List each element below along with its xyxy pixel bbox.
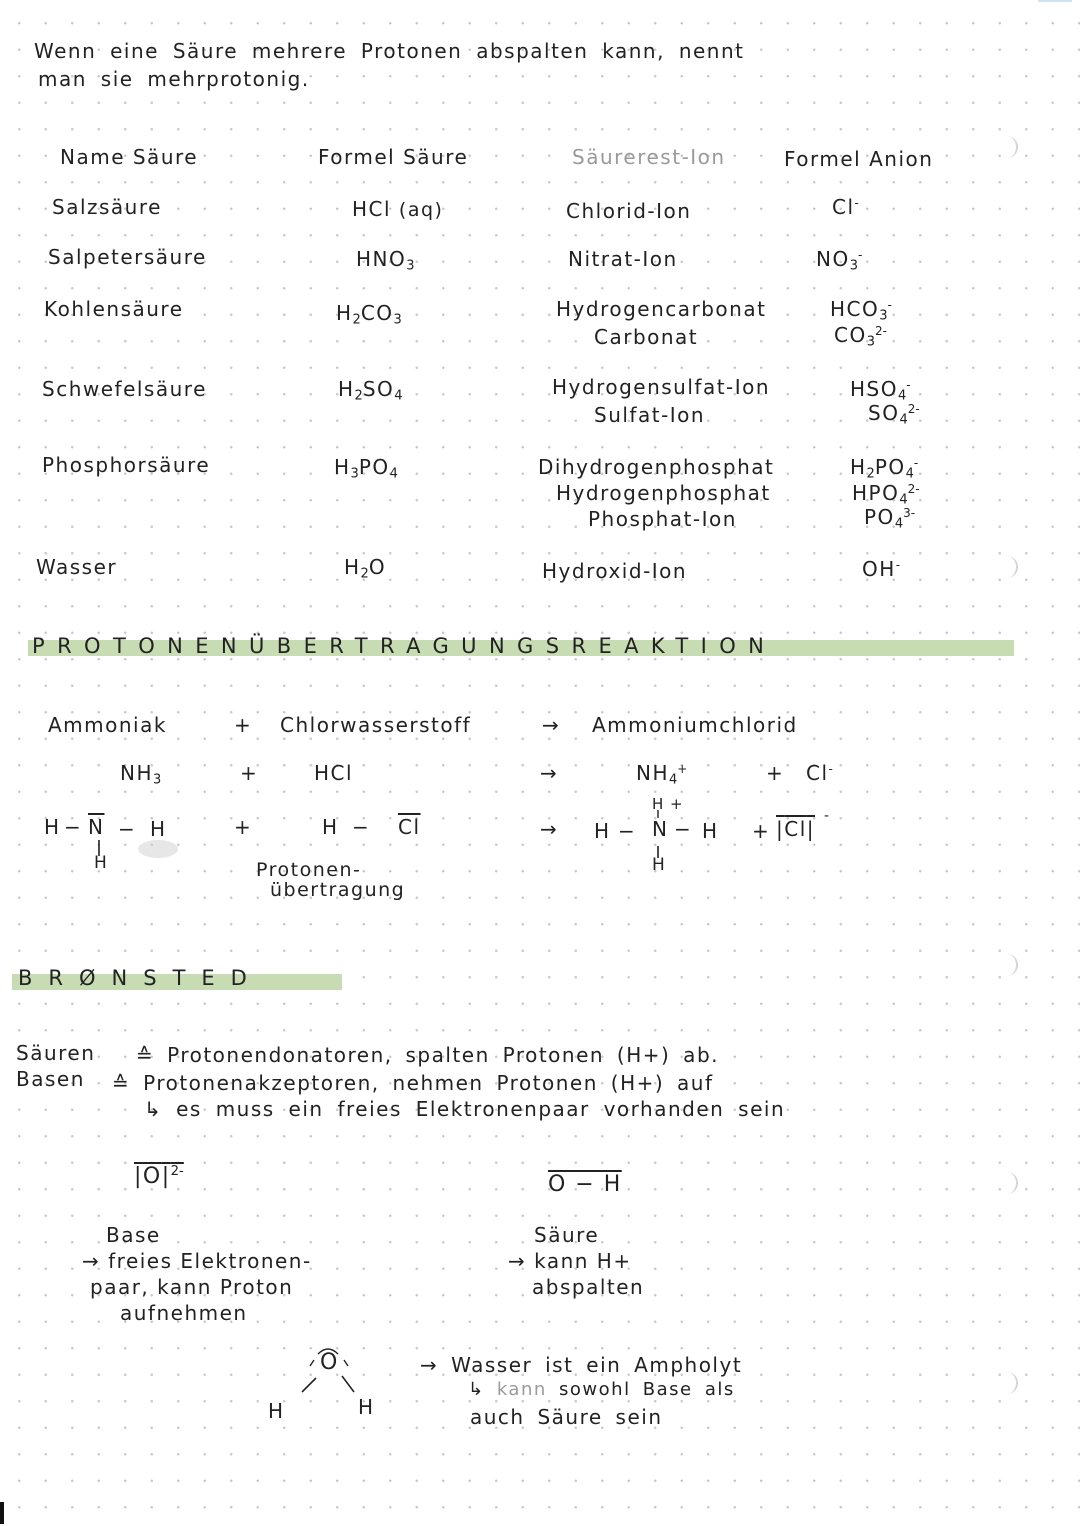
margin-mark-2 xyxy=(998,556,1018,578)
nh4-bond-left: − xyxy=(618,819,637,843)
plus-sign-4: + xyxy=(234,815,253,839)
anion-cl: Cl- xyxy=(832,195,859,219)
anion-co3: $CO_3^{2-}$ xyxy=(834,323,887,350)
anion-h2po4: $H_2PO_4^-$ xyxy=(850,455,919,482)
acid-formula-hno3: $HNO_3$ xyxy=(356,247,415,274)
ion-phosphat: Phosphat-Ion xyxy=(588,507,737,531)
nh4-h-left: H xyxy=(594,819,611,843)
formula-nh4: $NH_4^+$ xyxy=(636,761,688,788)
acid-name-kohlensaeure: Kohlensäure xyxy=(44,297,184,321)
bronsted-heading: BRØNSTED xyxy=(18,966,263,990)
water-note-3: auch Säure sein xyxy=(470,1405,663,1429)
product-name: Ammoniumchlorid xyxy=(592,713,798,737)
cl-ion-charge: - xyxy=(824,808,831,824)
ion-hydrogensulfat: Hydrogensulfat-Ion xyxy=(552,375,771,399)
header-ion: Säurerest-Ion xyxy=(572,145,726,169)
ion-hydrogencarbonat: Hydrogencarbonat xyxy=(556,297,767,321)
acid-name-wasser: Wasser xyxy=(36,555,118,579)
header-formula: Formel Säure xyxy=(318,145,469,169)
water-h-right: H xyxy=(358,1395,375,1419)
ion-hydroxid: Hydroxid-Ion xyxy=(542,559,688,583)
nh3-bond-left: − xyxy=(64,815,83,839)
nh3-vertical-bond xyxy=(94,838,104,858)
hcl-bond: − xyxy=(352,815,371,839)
nh3-h-left: H xyxy=(44,815,61,839)
ion-dihydrogenphosphat: Dihydrogenphosphat xyxy=(538,455,775,479)
water-note-1: → Wasser ist ein Ampholyt xyxy=(420,1353,743,1377)
anion-no3: $NO_3^-$ xyxy=(816,247,863,274)
reactant-2-name: Chlorwasserstoff xyxy=(280,713,472,737)
anion-hpo4: $HPO_4^{2-}$ xyxy=(852,481,920,508)
anion-oh: OH- xyxy=(862,557,901,581)
base-desc-1: → freies Elektronen- xyxy=(82,1249,312,1273)
top-edge-line xyxy=(1038,0,1072,2)
intro-line-1: Wenn eine Säure mehrere Protonen abspalten kann, nennt xyxy=(34,39,745,63)
eraser-smudge xyxy=(138,840,178,858)
reaction-arrow-3: → xyxy=(540,817,559,841)
nh3-h-bottom: H xyxy=(94,853,109,873)
reactant-1-name: Ammoniak xyxy=(48,713,167,737)
nh4-h-top: H xyxy=(652,795,665,813)
formula-cl-minus: Cl- xyxy=(806,761,833,785)
water-bonds xyxy=(280,1340,370,1400)
water-o: O xyxy=(320,1350,339,1375)
acids-definition: ≙ Protonendonatoren, spalten Protonen (H+) ab. xyxy=(136,1043,719,1067)
acid-name-schwefelsaeure: Schwefelsäure xyxy=(42,377,207,401)
proton-transfer-heading: PROTONENÜBERTRAGUNGSREAKTION xyxy=(32,634,777,658)
nh4-h-right: H xyxy=(702,819,719,843)
acid-desc-1: → kann H+ xyxy=(508,1249,632,1273)
plus-sign-3: + xyxy=(766,761,785,785)
ion-hydrogenphosphat: Hydrogenphosphat xyxy=(556,481,771,505)
margin-mark-4 xyxy=(998,1172,1018,1194)
nh4-bond-right: − xyxy=(674,817,693,841)
nh3-bond-right: − xyxy=(118,817,137,841)
ion-chlorid: Chlorid-Ion xyxy=(566,199,692,223)
plus-sign-5: + xyxy=(752,819,771,843)
plus-sign-1: + xyxy=(234,713,253,737)
formula-hcl: HCl xyxy=(314,761,354,785)
reaction-arrow-2: → xyxy=(540,761,559,785)
water-note-2: ↳ kann sowohl Base als xyxy=(468,1379,735,1400)
hcl-cl: $\overline{Cl}$ xyxy=(398,815,421,839)
base-title: Base xyxy=(106,1223,161,1247)
acid-name-salpetersaeure: Salpetersäure xyxy=(48,245,207,269)
acid-formula-h2co3: $H_2CO_3$ xyxy=(336,301,402,328)
cl-ion-structure: |Cl| xyxy=(776,817,816,841)
nh3-n: $\overline{N}$ xyxy=(88,815,105,839)
reaction-arrow-1: → xyxy=(542,713,561,737)
hcl-h: H xyxy=(322,815,339,839)
acids-label: Säuren xyxy=(16,1041,96,1065)
anion-po4: $PO_4^{3-}$ xyxy=(864,505,916,532)
anion-hco3: $HCO_3^-$ xyxy=(830,297,892,324)
margin-mark-5 xyxy=(998,1372,1018,1394)
acid-title: Säure xyxy=(534,1223,600,1247)
ion-nitrat: Nitrat-Ion xyxy=(568,247,678,271)
formula-nh3: $NH_3$ xyxy=(120,761,162,788)
header-name: Name Säure xyxy=(60,145,199,169)
nh4-n: N xyxy=(652,817,669,841)
intro-line-2: man sie mehrprotonig. xyxy=(38,67,310,91)
header-anion: Formel Anion xyxy=(784,147,934,171)
acid-formula-h2o: $H_2O$ xyxy=(344,555,387,582)
acid-formula-hcl: HCl (aq) xyxy=(352,197,444,221)
water-h-left: H xyxy=(268,1399,285,1423)
anion-so4: $SO_4^{2-}$ xyxy=(868,401,920,428)
nh4-vertical-bonds xyxy=(652,810,664,870)
ion-carbonat: Carbonat xyxy=(594,325,699,349)
acid-formula-h2so4: $H_2SO_4$ xyxy=(338,377,403,404)
base-desc-3: aufnehmen xyxy=(120,1301,248,1325)
ion-sulfat: Sulfat-Ion xyxy=(594,403,706,427)
acid-desc-2: abspalten xyxy=(532,1275,645,1299)
plus-sign-2: + xyxy=(240,761,259,785)
base-example-formula: $|O|^{2-}$ xyxy=(134,1164,184,1189)
margin-mark-1 xyxy=(998,136,1018,158)
annotation-line-2: übertragung xyxy=(270,879,406,901)
nh4-plus: + xyxy=(670,795,685,813)
acid-example-formula: O − H xyxy=(548,1172,622,1197)
annotation-line-1: Protonen- xyxy=(256,859,362,881)
nh3-h-right: H xyxy=(150,817,167,841)
margin-mark-3 xyxy=(998,954,1018,976)
bases-note: ↳ es muss ein freies Elektronenpaar vorhanden sein xyxy=(144,1097,786,1121)
anion-hso4: $HSO_4^-$ xyxy=(850,377,911,404)
nh4-h-bottom: H xyxy=(652,855,667,875)
acid-name-phosphorsaeure: Phosphorsäure xyxy=(42,453,211,477)
bases-definition: ≙ Protonenakzeptoren, nehmen Protonen (H+) auf xyxy=(112,1071,714,1095)
bases-label: Basen xyxy=(16,1067,85,1091)
acid-formula-h3po4: $H_3PO_4$ xyxy=(334,455,398,482)
corner-mark xyxy=(0,1502,4,1524)
acid-name-salzsaeure: Salzsäure xyxy=(52,195,162,219)
base-desc-2: paar, kann Proton xyxy=(90,1275,294,1299)
